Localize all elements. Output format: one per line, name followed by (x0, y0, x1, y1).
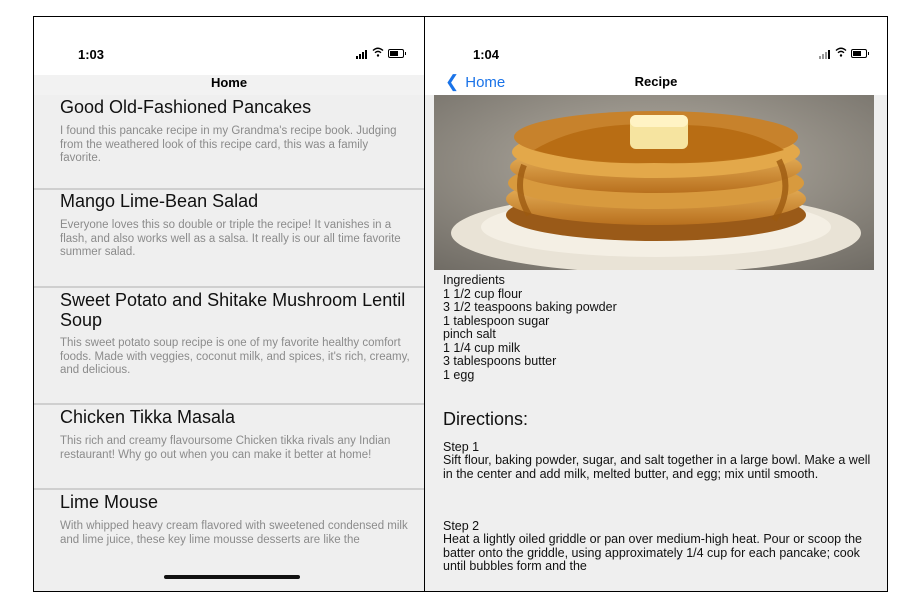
recipe-title: Mango Lime-Bean Salad (60, 191, 259, 211)
recipe-title: Lime Mouse (60, 492, 159, 512)
wifi-icon (835, 47, 847, 57)
home-indicator[interactable] (164, 575, 300, 579)
status-bar (425, 17, 887, 75)
recipe-description: This rich and creamy flavoursome Chicken tikka rivals any Indian restaurant! Why go out when you can make it better at home! (60, 435, 391, 461)
recipe-description: This sweet potato soup recipe is one of my favorite healthy comfort foods. Made with veggies, coconut milk, and spices, it's rich, creamy, and delicious. (60, 337, 410, 376)
back-label: Home (465, 74, 506, 91)
recipe-title: Chicken Tikka Masala (60, 407, 236, 427)
list-item[interactable] (34, 288, 424, 405)
status-time: 1:04 (473, 47, 500, 62)
ingredient-item: 1 tablespoon sugar (443, 313, 550, 328)
ingredients-section (443, 274, 617, 382)
recipe-description: With whipped heavy cream flavored with sweetened condensed milk and lime juice, these key lime mousse desserts are like the (60, 520, 408, 546)
ingredient-item: 1 1/2 cup flour (443, 286, 523, 301)
ingredient-item: pinch salt (443, 327, 496, 341)
chevron-left-icon: ❮ (445, 72, 460, 91)
ingredients-label: Ingredients (443, 273, 505, 287)
list-item[interactable] (34, 95, 424, 190)
status-time: 1:03 (78, 47, 105, 62)
wifi-icon (372, 47, 384, 57)
recipe-title: Sweet Potato and Shitake Mushroom Lentil Soup (60, 290, 406, 330)
battery-icon (388, 49, 404, 58)
status-icons (356, 47, 416, 61)
battery-icon (851, 49, 867, 58)
recipe-screen (424, 16, 888, 592)
recipe-description: I found this pancake recipe in my Grandma's recipe book. Judging from the weathered look of this recipe card, this was a family favorite. (60, 125, 397, 164)
nav-bar (425, 72, 887, 95)
home-screen (33, 16, 425, 592)
ingredient-item: 3 tablespoons butter (443, 354, 557, 368)
nav-title: Recipe (634, 74, 678, 89)
status-bar (34, 17, 424, 75)
recipe-list[interactable] (34, 95, 424, 591)
step-text: Heat a lightly oiled griddle or pan over medium-high heat. Pour or scoop the batter onto the griddle, using approximately 1/4 cup for each pancake; cook until bubbles form and the (443, 532, 862, 573)
list-item[interactable] (34, 190, 424, 288)
step-label: Step 1 (443, 440, 480, 454)
recipe-description: Everyone loves this so double or triple the recipe! It vanishes in a flash, and also works well as a salsa. It really is our all time favorite summer salad. (60, 219, 401, 258)
list-item[interactable] (34, 405, 424, 490)
status-icons (819, 47, 879, 61)
ingredient-item: 1 egg (443, 367, 475, 382)
pancake-image (434, 95, 874, 270)
ingredient-item: 3 1/2 teaspoons baking powder (443, 300, 617, 314)
directions-title: Directions: (443, 409, 529, 429)
nav-bar (34, 75, 424, 95)
nav-title: Home (210, 75, 248, 90)
recipe-detail[interactable] (425, 95, 887, 591)
step-label: Step 2 (443, 519, 480, 533)
ingredient-item: 1 1/4 cup milk (443, 340, 521, 355)
recipe-title: Good Old-Fashioned Pancakes (60, 97, 312, 117)
list-item[interactable] (34, 490, 424, 580)
step-text: Sift flour, baking powder, sugar, and salt together in a large bowl. Make a well in the center and add milk, melted butter, and egg; mix until smooth. (443, 453, 871, 481)
